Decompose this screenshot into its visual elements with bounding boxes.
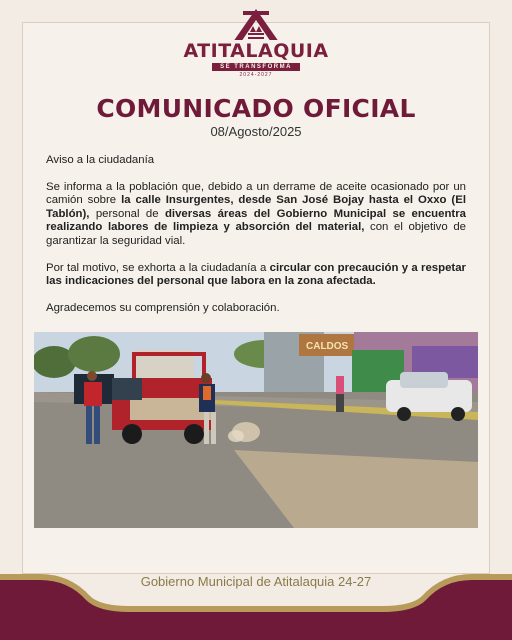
p2-run: Por tal motivo, se exhorta a la ciudadanía a: [46, 261, 270, 274]
cleanup-photo: [34, 332, 478, 528]
notice-date: 08/Agosto/2025: [210, 124, 302, 139]
paragraph-request: [46, 262, 466, 289]
logo-years: 2024-2027: [239, 72, 273, 78]
logo-name: ATITALAQUIA: [179, 40, 332, 62]
page-title: COMUNICADO OFICIAL: [96, 94, 416, 123]
p1-run: diversas áreas del Gobierno Municipal se encuentra realizando labores de limpieza y absorción del material,: [46, 207, 466, 234]
closing-line: Agradecemos su comprensión y colaboración.: [46, 301, 280, 314]
p1-run: personal de: [89, 207, 165, 220]
footer-text: Gobierno Municipal de Atitalaquia 24-27: [140, 574, 372, 589]
shop-sign: CALDOS: [306, 341, 349, 352]
p1-run: Se informa a la población que, debido a un derrame de aceite ocasionado por un camión sobre: [46, 180, 466, 207]
p1-run: la calle Insurgentes, desde San José Bojay hasta el Oxxo (El Tablón),: [46, 194, 466, 220]
logo-a-emblem-icon: [221, 8, 291, 42]
greeting: Aviso a la ciudadanía: [46, 154, 155, 166]
p2-run: circular con precaución y a respetar las indicaciones del personal que labora en la zona afectada.: [46, 261, 466, 288]
p1-run: con el objetivo de garantizar la seguridad vial.: [46, 221, 466, 247]
logo-tagline: SE TRANSFORMA: [212, 63, 300, 71]
paragraph-incident: [46, 181, 466, 249]
notice-body: [46, 154, 466, 328]
municipal-logo: [0, 8, 512, 88]
